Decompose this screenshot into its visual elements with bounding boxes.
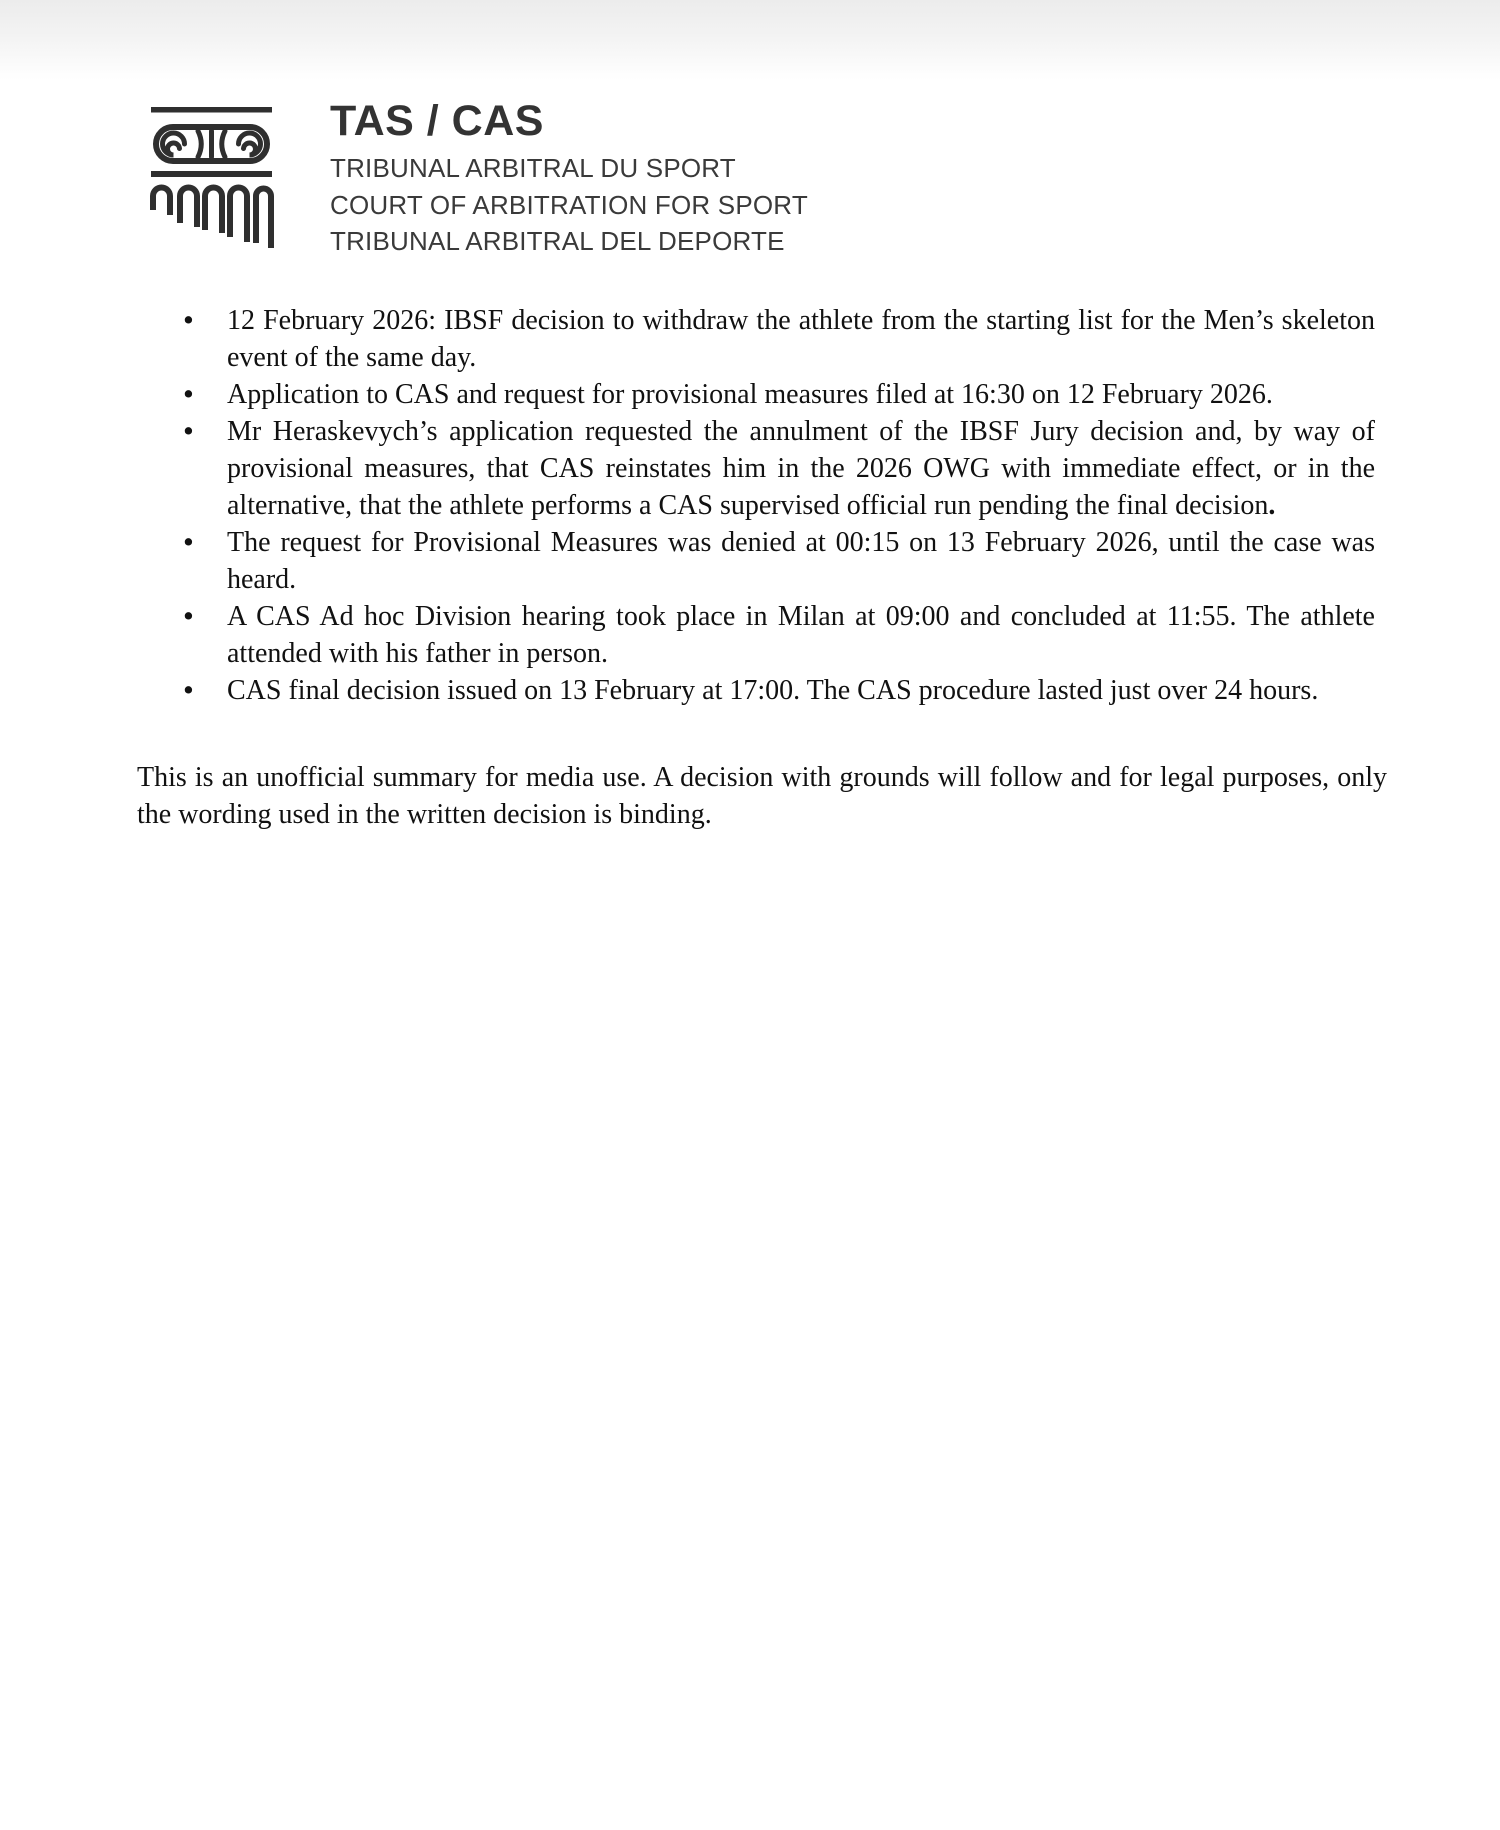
- list-item: • A CAS Ad hoc Division hearing took place in Milan at 09:00 and concluded at 11:55. The athlete attended with his father in person.: [137, 598, 1375, 672]
- logo-arch-2: [180, 188, 197, 228]
- logo-left-volute: [163, 133, 185, 155]
- logo-arch-4: [230, 188, 247, 243]
- list-item: • Application to CAS and request for provisional measures filed at 16:30 on 12 February 2026.: [137, 376, 1375, 413]
- bullet-list: [137, 302, 1375, 709]
- tas-cas-logo-icon: [125, 95, 275, 255]
- logo-top-bar: [151, 107, 272, 113]
- list-item: • Mr Heraskevych’s application requested the annulment of the IBSF Jury decision and, by way of provisional measures, that CAS reinstates him in the 2026 OWG with immediate effect, or in the alternative, that the athlete performs a CAS supervised official run pending the final decision.: [137, 413, 1375, 524]
- org-subtitle-en: COURT OF ARBITRATION FOR SPORT: [330, 189, 808, 220]
- logo-mark-right-curve: [198, 131, 201, 157]
- scan-top-gradient: [0, 0, 1500, 80]
- org-subtitles: [330, 150, 808, 260]
- disclaimer-paragraph: This is an unofficial summary for media use. A decision with grounds will follow and for legal purposes, only the wording used in the written decision is binding.: [137, 762, 1387, 830]
- logo-arch-3: [205, 188, 222, 234]
- logo-arch-1: [153, 188, 170, 215]
- letterhead: [330, 97, 808, 260]
- org-subtitle-es: TRIBUNAL ARBITRAL DEL DEPORTE: [330, 226, 785, 256]
- logo-mark-left-curve: [222, 131, 225, 157]
- list-item: • 12 February 2026: IBSF decision to withdraw the athlete from the starting list for the Men’s skeleton event of the same day.: [137, 302, 1375, 376]
- list-item: • The request for Provisional Measures was denied at 00:15 on 13 February 2026, until the case was heard.: [137, 524, 1375, 598]
- org-subtitle-fr: TRIBUNAL ARBITRAL DU SPORT: [330, 153, 736, 183]
- org-title: TAS / CAS: [330, 97, 544, 145]
- list-item: • CAS final decision issued on 13 February at 17:00. The CAS procedure lasted just over 24 hours.: [137, 672, 1375, 709]
- logo-middle-bar: [151, 171, 272, 177]
- logo-right-volute: [239, 133, 261, 155]
- logo-arch-5: [256, 189, 271, 249]
